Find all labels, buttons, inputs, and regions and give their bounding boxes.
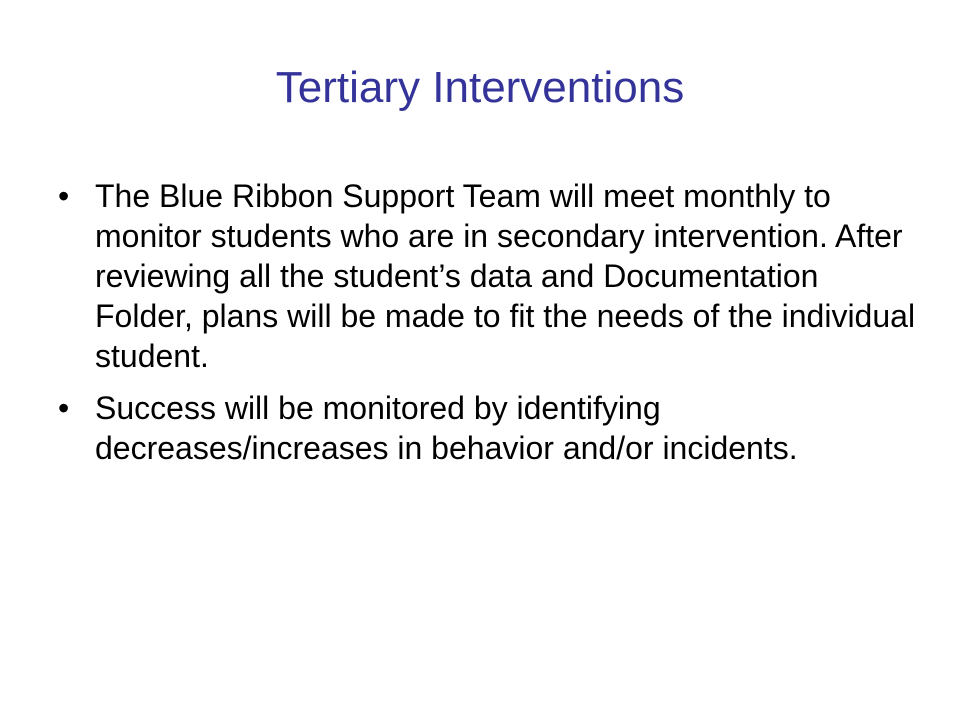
bullet-text: The Blue Ribbon Support Team will meet monthly to monitor students who are in secondary intervention. After reviewing all the student’s data and Documentation Folder, plans will be made to fit the needs of the individual student.: [95, 178, 916, 374]
bullet-item: [58, 176, 918, 376]
bullet-text: Success will be monitored by identifying decreases/increases in behavior and/or incidents.: [95, 390, 798, 466]
bullet-item: [58, 388, 918, 468]
bullet-list: [58, 176, 918, 480]
bullet-marker: •: [58, 390, 70, 426]
slide-title: Tertiary Interventions: [275, 63, 685, 112]
bullet-marker: •: [58, 178, 70, 214]
